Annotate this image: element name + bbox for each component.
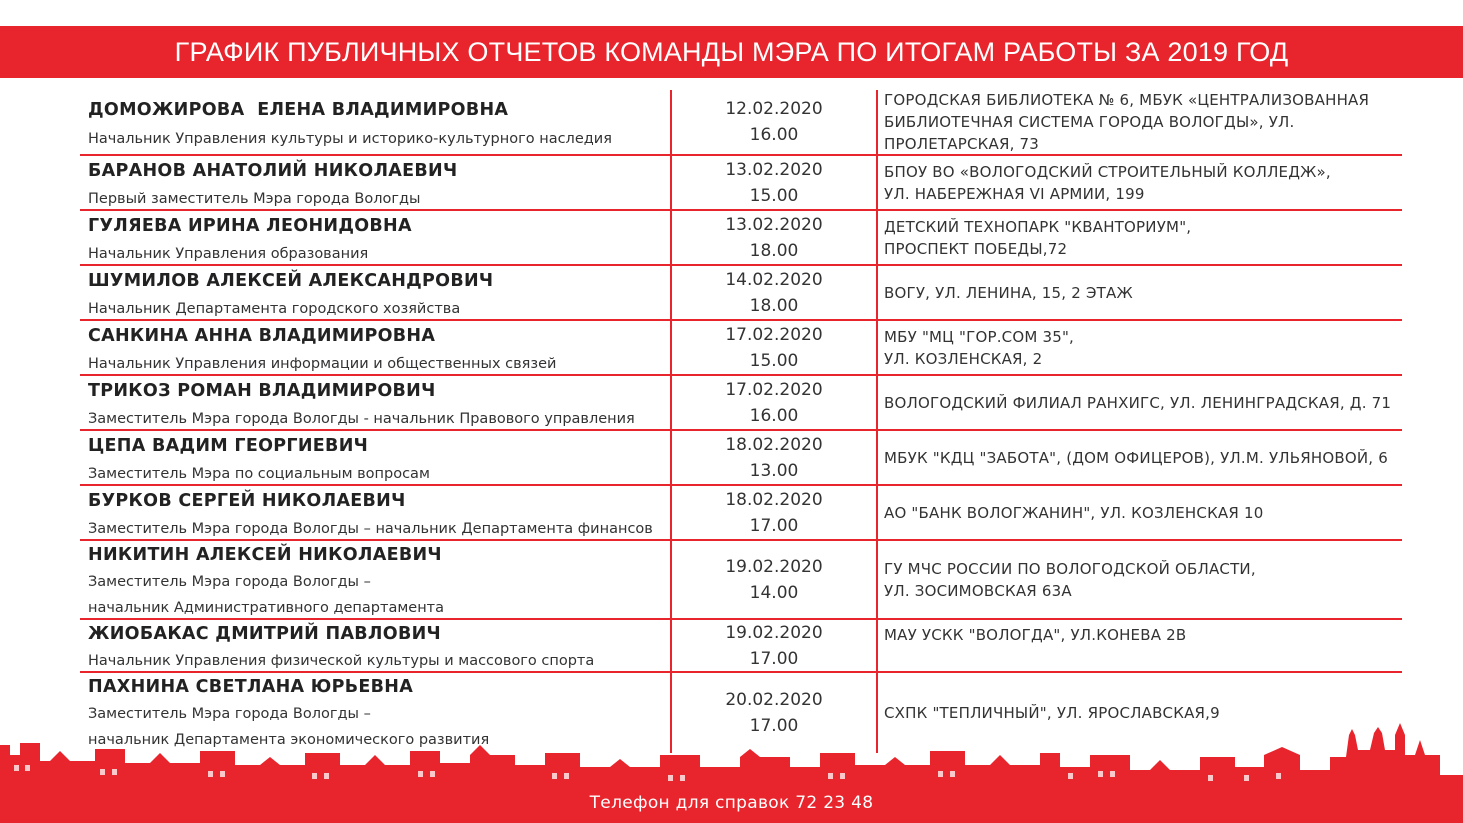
table-row bbox=[80, 541, 1402, 620]
report-time: 18.00 bbox=[749, 295, 799, 316]
person-position: Заместитель Мэра города Вологды - начальник Правового управления bbox=[88, 411, 635, 427]
report-time: 13.00 bbox=[749, 460, 799, 481]
person-name: ПАХНИНА СВЕТЛАНА ЮРЬЕВНА bbox=[88, 677, 414, 697]
venue-cell: ВОГУ, УЛ. ЛЕНИНА, 15, 2 ЭТАЖ bbox=[884, 283, 1133, 302]
person-name: САНКИНА АННА ВЛАДИМИРОВНА bbox=[88, 326, 436, 346]
person-position: Начальник Департамента городского хозяйства bbox=[88, 301, 461, 317]
report-date: 18.02.2020 bbox=[725, 434, 823, 455]
report-date: 20.02.2020 bbox=[725, 690, 823, 710]
venue-cell: МБУ "МЦ "ГОР.СОМ 35", УЛ. КОЗЛЕНСКАЯ, 2 bbox=[884, 327, 1075, 368]
date-cell bbox=[670, 376, 878, 429]
table-row bbox=[80, 211, 1402, 266]
person-cell bbox=[80, 90, 670, 154]
venue-cell: БПОУ ВО «ВОЛОГОДСКИЙ СТРОИТЕЛЬНЫЙ КОЛЛЕДЖ», УЛ. НАБЕРЕЖНАЯ VI АРМИИ, 199 bbox=[884, 162, 1331, 203]
table-row bbox=[80, 376, 1402, 431]
venue-cell: МАУ УСКК "ВОЛОГДА", УЛ.КОНЕВА 2В bbox=[884, 626, 1187, 644]
venue-cell: ДЕТСКИЙ ТЕХНОПАРК "КВАНТОРИУМ", ПРОСПЕКТ ПОБЕДЫ,72 bbox=[884, 217, 1192, 258]
venue-cell: ГУ МЧС РОССИИ ПО ВОЛОГОДСКОЙ ОБЛАСТИ, УЛ. ЗОСИМОВСКАЯ 63А bbox=[884, 559, 1256, 600]
person-position: Заместитель Мэра по социальным вопросам bbox=[88, 466, 430, 482]
report-date: 13.02.2020 bbox=[725, 214, 823, 235]
person-name: ДОМОЖИРОВА ЕЛЕНА ВЛАДИМИРОВНА bbox=[88, 100, 509, 120]
person-name: ЖИОБАКАС ДМИТРИЙ ПАВЛОВИЧ bbox=[88, 624, 441, 644]
report-date: 17.02.2020 bbox=[725, 324, 823, 345]
person-position: Первый заместитель Мэра города Вологды bbox=[88, 191, 421, 207]
person-cell bbox=[80, 156, 670, 209]
table-row bbox=[80, 486, 1402, 541]
report-date: 19.02.2020 bbox=[725, 556, 823, 577]
date-cell bbox=[670, 486, 878, 539]
schedule-table bbox=[80, 90, 1402, 753]
person-name: ГУЛЯЕВА ИРИНА ЛЕОНИДОВНА bbox=[88, 216, 412, 236]
report-time: 16.00 bbox=[749, 405, 799, 426]
person-name: ТРИКОЗ РОМАН ВЛАДИМИРОВИЧ bbox=[88, 381, 436, 401]
report-date: 18.02.2020 bbox=[725, 489, 823, 510]
table-row bbox=[80, 90, 1402, 156]
report-date: 19.02.2020 bbox=[725, 622, 823, 643]
report-time: 18.00 bbox=[749, 240, 799, 261]
person-position: Заместитель Мэра города Вологды – начальник Административного департамента bbox=[88, 574, 445, 616]
person-position: Заместитель Мэра города Вологды – начальник Департамента финансов bbox=[88, 521, 653, 537]
report-time: 17.00 bbox=[749, 515, 799, 536]
person-name: ЦЕПА ВАДИМ ГЕОРГИЕВИЧ bbox=[88, 436, 369, 456]
person-cell bbox=[80, 376, 670, 429]
person-cell bbox=[80, 266, 670, 319]
report-time: 17.00 bbox=[749, 716, 799, 736]
venue-cell: ВОЛОГОДСКИЙ ФИЛИАЛ РАНХИГС, УЛ. ЛЕНИНГРАДСКАЯ, Д. 71 bbox=[884, 393, 1392, 412]
person-position: Начальник Управления физической культуры и массового спорта bbox=[88, 653, 595, 669]
table-row bbox=[80, 431, 1402, 486]
header-banner bbox=[0, 26, 1463, 78]
date-cell bbox=[670, 90, 878, 154]
person-name: БУРКОВ СЕРГЕЙ НИКОЛАЕВИЧ bbox=[88, 491, 406, 511]
table-row bbox=[80, 156, 1402, 211]
report-date: 12.02.2020 bbox=[725, 99, 823, 119]
person-name: ШУМИЛОВ АЛЕКСЕЙ АЛЕКСАНДРОВИЧ bbox=[88, 271, 494, 291]
person-cell bbox=[80, 541, 670, 618]
footer-phone: Телефон для справок 72 23 48 bbox=[589, 793, 874, 813]
venue-cell: ГОРОДСКАЯ БИБЛИОТЕКА № 6, МБУК «ЦЕНТРАЛИЗОВАННАЯ БИБЛИОТЕЧНАЯ СИСТЕМА ГОРОДА ВОЛОГДЫ», УЛ. ПРОЛЕТАРСКАЯ, 73 bbox=[884, 91, 1370, 153]
person-cell bbox=[80, 321, 670, 374]
date-cell bbox=[670, 431, 878, 484]
report-time: 16.00 bbox=[749, 125, 799, 145]
report-time: 15.00 bbox=[749, 350, 799, 371]
person-position: Начальник Управления культуры и историко-культурного наследия bbox=[88, 131, 612, 147]
venue-cell: АО "БАНК ВОЛОГЖАНИН", УЛ. КОЗЛЕНСКАЯ 10 bbox=[884, 503, 1264, 522]
report-date: 14.02.2020 bbox=[725, 269, 823, 290]
person-cell bbox=[80, 486, 670, 539]
person-cell bbox=[80, 431, 670, 484]
person-position: Начальник Управления образования bbox=[88, 246, 369, 262]
person-position: Заместитель Мэра города Вологды – начальник Департамента экономического развития bbox=[88, 706, 490, 748]
report-time: 17.00 bbox=[749, 648, 799, 669]
person-cell bbox=[80, 620, 670, 671]
page-title: ГРАФИК ПУБЛИЧНЫХ ОТЧЕТОВ КОМАНДЫ МЭРА ПО ИТОГАМ РАБОТЫ ЗА 2019 ГОД bbox=[174, 36, 1289, 67]
person-name: НИКИТИН АЛЕКСЕЙ НИКОЛАЕВИЧ bbox=[88, 545, 442, 565]
date-cell bbox=[670, 211, 878, 264]
date-cell bbox=[670, 321, 878, 374]
report-time: 14.00 bbox=[749, 582, 799, 603]
date-cell bbox=[670, 156, 878, 209]
table-row bbox=[80, 266, 1402, 321]
person-name: БАРАНОВ АНАТОЛИЙ НИКОЛАЕВИЧ bbox=[88, 161, 458, 181]
report-date: 13.02.2020 bbox=[725, 159, 823, 180]
person-position: Начальник Управления информации и общественных связей bbox=[88, 356, 557, 372]
table-row bbox=[80, 321, 1402, 376]
date-cell bbox=[670, 620, 878, 671]
report-time: 15.00 bbox=[749, 185, 799, 206]
person-cell bbox=[80, 211, 670, 264]
date-cell bbox=[670, 266, 878, 319]
table-row bbox=[80, 620, 1402, 673]
venue-cell: МБУК "КДЦ "ЗАБОТА", (ДОМ ОФИЦЕРОВ), УЛ.М. УЛЬЯНОВОЙ, 6 bbox=[884, 448, 1388, 467]
venue-cell: СХПК "ТЕПЛИЧНЫЙ", УЛ. ЯРОСЛАВСКАЯ,9 bbox=[884, 704, 1220, 722]
report-date: 17.02.2020 bbox=[725, 379, 823, 400]
date-cell bbox=[670, 541, 878, 618]
